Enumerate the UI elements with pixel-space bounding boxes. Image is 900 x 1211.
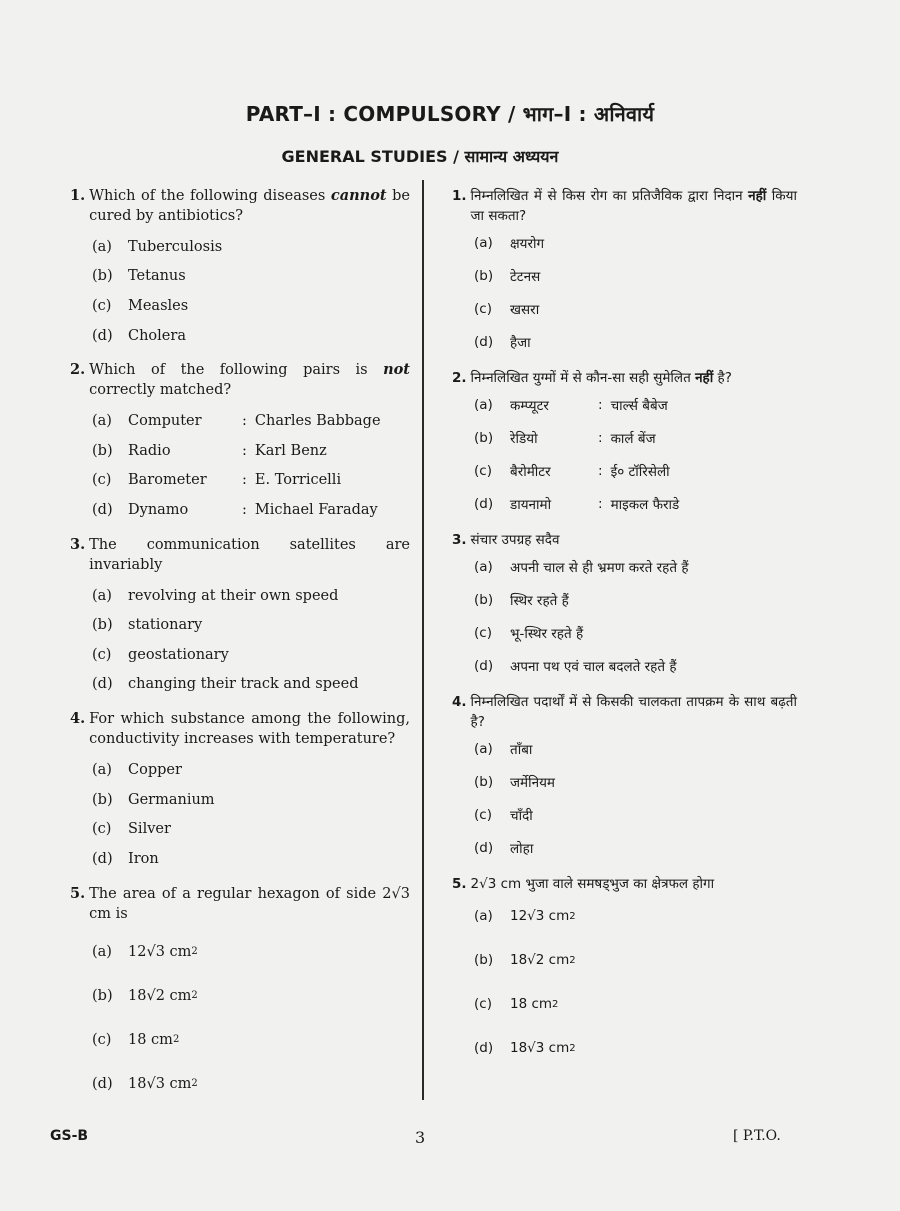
question-number: 1. — [452, 188, 467, 204]
option-label: (c) — [92, 646, 112, 663]
option-label: (c) — [92, 297, 112, 314]
option-a — [452, 226, 797, 259]
option-superscript: 2 — [172, 1034, 180, 1045]
match-left: रेडियो — [510, 430, 538, 447]
question-body — [89, 709, 410, 749]
option-superscript: 2 — [569, 1042, 576, 1054]
option-label: (c) — [474, 300, 492, 317]
option-c — [70, 1018, 410, 1062]
option-b — [70, 436, 410, 466]
match-separator: : — [598, 495, 603, 512]
option-text: अपना पथ एवं चाल बदलते रहते हैं — [510, 658, 677, 675]
option-label: (c) — [92, 472, 112, 489]
option-label: (b) — [474, 952, 494, 968]
question-text — [452, 874, 797, 894]
option-b — [452, 938, 797, 982]
option-label: (b) — [92, 617, 113, 634]
match-right: कार्ल बेंज — [610, 430, 656, 447]
option-d — [452, 487, 797, 520]
question-body — [89, 884, 410, 924]
question-text — [70, 360, 410, 400]
option-d — [452, 325, 797, 358]
option-label: (b) — [92, 987, 113, 1004]
option-d — [452, 649, 797, 682]
question-pre: निम्नलिखित में से किस रोग का प्रतिजैविक द्वारा निदान — [470, 188, 749, 204]
match-separator: : — [242, 472, 247, 489]
question-number: 2. — [452, 370, 467, 386]
option-text: changing their track and speed — [128, 676, 359, 693]
option-c — [452, 798, 797, 831]
match-left: बैरोमीटर — [510, 463, 551, 480]
match-right: Charles Babbage — [254, 413, 381, 430]
option-b — [70, 785, 410, 815]
option-d — [70, 1062, 410, 1106]
question-body — [471, 874, 797, 894]
option-label: (b) — [474, 429, 494, 446]
option-text: 18√2 cm — [510, 952, 570, 968]
match-right: माइकल फैराडे — [610, 496, 680, 513]
question-number: 2. — [70, 361, 86, 379]
option-label: (d) — [474, 495, 494, 512]
option-c — [70, 291, 410, 321]
option-label: (c) — [92, 1031, 112, 1048]
question-4-hi — [452, 692, 797, 864]
option-text: geostationary — [128, 646, 229, 663]
option-label: (b) — [474, 591, 494, 608]
option-a — [70, 406, 410, 436]
page-title: PART–I : COMPULSORY / भाग–I : अनिवार्य — [245, 102, 655, 126]
option-label: (d) — [474, 839, 494, 856]
question-body — [471, 530, 797, 550]
question-text — [452, 368, 797, 388]
option-d — [452, 831, 797, 864]
question-number: 1. — [70, 187, 86, 204]
question-pre: Which of the following pairs is — [89, 362, 384, 379]
question-pre: संचार उपग्रह सदैव — [470, 532, 560, 548]
option-text: 18√3 cm — [128, 1075, 192, 1092]
booklet-code: GS-B — [50, 1128, 89, 1144]
option-label: (d) — [474, 657, 494, 674]
match-separator: : — [242, 501, 247, 518]
question-pre: The communication satellites are invariably — [89, 536, 410, 573]
question-5-en — [70, 884, 410, 1106]
match-right: चार्ल्स बैबेज — [610, 397, 668, 414]
question-number: 5. — [70, 884, 86, 902]
question-1-hi — [452, 186, 797, 358]
option-label: (c) — [92, 821, 112, 838]
option-label: (a) — [474, 908, 493, 924]
option-text: 18√3 cm — [510, 1040, 570, 1056]
option-text: 18√2 cm — [128, 987, 192, 1004]
option-text: Tetanus — [128, 268, 186, 285]
match-right: ई० टॉरिसेली — [610, 463, 670, 480]
option-text: Iron — [128, 850, 159, 867]
option-text: अपनी चाल से ही भ्रमण करते रहते हैं — [510, 559, 689, 576]
option-label: (d) — [92, 327, 113, 344]
question-number: 3. — [452, 532, 467, 548]
question-emph: not — [383, 361, 410, 379]
match-left: Computer — [128, 413, 202, 430]
question-text — [70, 535, 410, 575]
match-separator: : — [242, 442, 247, 459]
option-superscript: 2 — [191, 946, 198, 957]
question-pre: 2√3 cm भुजा वाले समषड्भुज का क्षेत्रफल होगा — [470, 876, 715, 892]
option-a — [452, 388, 797, 421]
option-text: Cholera — [128, 327, 186, 344]
option-text: ताँबा — [510, 741, 533, 758]
question-post: be cured by antibiotics? — [89, 188, 410, 224]
option-label: (b) — [92, 442, 113, 459]
option-text: stationary — [128, 617, 203, 634]
option-label: (b) — [92, 268, 113, 285]
option-d — [70, 495, 410, 525]
option-label: (d) — [474, 333, 494, 350]
option-d — [70, 844, 410, 874]
option-superscript: 2 — [191, 990, 198, 1001]
match-left: कम्प्यूटर — [510, 397, 549, 414]
option-text: revolving at their own speed — [128, 587, 339, 604]
option-label: (a) — [92, 238, 112, 255]
option-superscript: 2 — [569, 954, 576, 966]
question-number: 4. — [70, 710, 86, 728]
option-b — [452, 421, 797, 454]
option-a — [452, 894, 797, 938]
question-text — [70, 709, 410, 749]
option-b — [452, 583, 797, 616]
question-pre: For which substance among the following, conductivity increases with temperature? — [89, 711, 410, 748]
match-right: Karl Benz — [254, 442, 327, 459]
option-c — [70, 640, 410, 670]
option-text: स्थिर रहते हैं — [510, 592, 569, 609]
question-post: किया जा सकता? — [470, 188, 797, 224]
option-b — [70, 262, 410, 292]
column-divider — [422, 180, 424, 1100]
question-text — [70, 884, 410, 924]
option-b — [452, 259, 797, 292]
hindi-column — [452, 186, 797, 1080]
option-text: टेटनस — [510, 268, 541, 285]
option-a — [70, 581, 410, 611]
option-c — [70, 814, 410, 844]
match-left: Dynamo — [128, 501, 189, 518]
option-a — [70, 930, 410, 974]
option-superscript: 2 — [552, 998, 559, 1010]
option-c — [70, 466, 410, 496]
question-body — [89, 360, 410, 400]
option-text: 18 cm — [128, 1031, 173, 1048]
option-a — [70, 232, 410, 262]
option-label: (c) — [474, 996, 492, 1012]
option-text: चाँदी — [510, 807, 533, 824]
question-body — [471, 368, 797, 388]
question-post: correctly matched? — [89, 382, 232, 399]
option-label: (b) — [474, 773, 494, 790]
option-label: (a) — [92, 761, 112, 778]
option-text: लोहा — [510, 840, 534, 857]
question-post: है? — [713, 370, 732, 386]
option-label: (c) — [474, 462, 492, 479]
option-text: 12√3 cm — [510, 908, 570, 924]
option-a — [70, 755, 410, 785]
question-emph: नहीं — [695, 370, 714, 386]
match-separator: : — [598, 462, 603, 479]
option-label: (d) — [92, 850, 113, 867]
option-text: Germanium — [128, 791, 215, 808]
question-body — [471, 186, 797, 226]
option-superscript: 2 — [569, 910, 576, 922]
option-d — [70, 321, 410, 351]
match-left: Barometer — [128, 472, 207, 489]
option-label: (d) — [474, 1040, 494, 1056]
match-right: Michael Faraday — [254, 501, 378, 518]
page-number: 3 — [415, 1128, 426, 1147]
option-c — [452, 616, 797, 649]
question-3-en — [70, 535, 410, 699]
question-text — [452, 692, 797, 732]
question-pre: Which of the following diseases — [89, 188, 331, 204]
option-label: (a) — [474, 558, 493, 575]
option-label: (b) — [474, 267, 494, 284]
question-text — [70, 186, 410, 226]
option-label: (b) — [92, 791, 113, 808]
option-text: 12√3 cm — [128, 943, 192, 960]
question-body — [89, 186, 410, 226]
option-label: (a) — [92, 943, 112, 960]
option-c — [452, 982, 797, 1026]
option-text: खसरा — [510, 301, 540, 318]
match-left: डायनामो — [510, 496, 552, 513]
option-text: क्षयरोग — [510, 235, 545, 252]
match-right: E. Torricelli — [254, 472, 342, 489]
option-label: (a) — [474, 740, 493, 757]
option-label: (d) — [92, 676, 113, 693]
match-separator: : — [242, 413, 247, 430]
question-number: 4. — [452, 694, 467, 710]
question-text — [452, 186, 797, 226]
option-d — [70, 670, 410, 700]
option-label: (c) — [474, 806, 492, 823]
option-text: Silver — [128, 821, 171, 838]
question-text — [452, 530, 797, 550]
option-b — [70, 974, 410, 1018]
question-emph: नहीं — [748, 188, 767, 204]
question-body — [471, 692, 797, 732]
english-column — [70, 186, 410, 1116]
question-5-hi — [452, 874, 797, 1070]
section-title: GENERAL STUDIES / सामान्य अध्ययन — [281, 147, 559, 166]
question-body — [89, 535, 410, 575]
question-pre: निम्नलिखित पदार्थों में से किसकी चालकता तापक्रम के साथ बढ़ती है? — [470, 694, 797, 730]
option-text: Measles — [128, 297, 189, 314]
option-b — [70, 610, 410, 640]
option-label: (a) — [92, 413, 112, 430]
match-left: Radio — [128, 442, 171, 459]
match-separator: : — [598, 396, 603, 413]
option-text: 18 cm — [510, 996, 553, 1012]
option-text: भू-स्थिर रहते हैं — [510, 625, 584, 642]
option-a — [452, 550, 797, 583]
question-number: 3. — [70, 535, 86, 553]
question-pre: निम्नलिखित युग्मों में से कौन-सा सही सुमेलित — [470, 370, 696, 386]
option-text: हैजा — [510, 334, 531, 351]
option-label: (d) — [92, 1075, 113, 1092]
question-2-en — [70, 360, 410, 524]
option-a — [452, 732, 797, 765]
option-label: (d) — [92, 501, 113, 518]
option-text: Copper — [128, 761, 182, 778]
question-number: 5. — [452, 876, 467, 892]
question-2-hi — [452, 368, 797, 520]
option-c — [452, 454, 797, 487]
option-label: (c) — [474, 624, 492, 641]
question-emph: cannot — [330, 187, 387, 204]
option-c — [452, 292, 797, 325]
option-text: Tuberculosis — [128, 238, 223, 255]
option-b — [452, 765, 797, 798]
question-3-hi — [452, 530, 797, 682]
option-superscript: 2 — [191, 1078, 198, 1089]
pto-label: [ P.T.O. — [733, 1128, 781, 1144]
question-pre: The area of a regular hexagon of side 2√3 cm is — [89, 885, 410, 922]
option-label: (a) — [474, 396, 493, 413]
question-4-en — [70, 709, 410, 873]
match-separator: : — [598, 429, 603, 446]
option-label: (a) — [92, 587, 112, 604]
question-1-en — [70, 186, 410, 350]
option-d — [452, 1026, 797, 1070]
option-text: जर्मेनियम — [510, 774, 555, 791]
option-label: (a) — [474, 234, 493, 251]
